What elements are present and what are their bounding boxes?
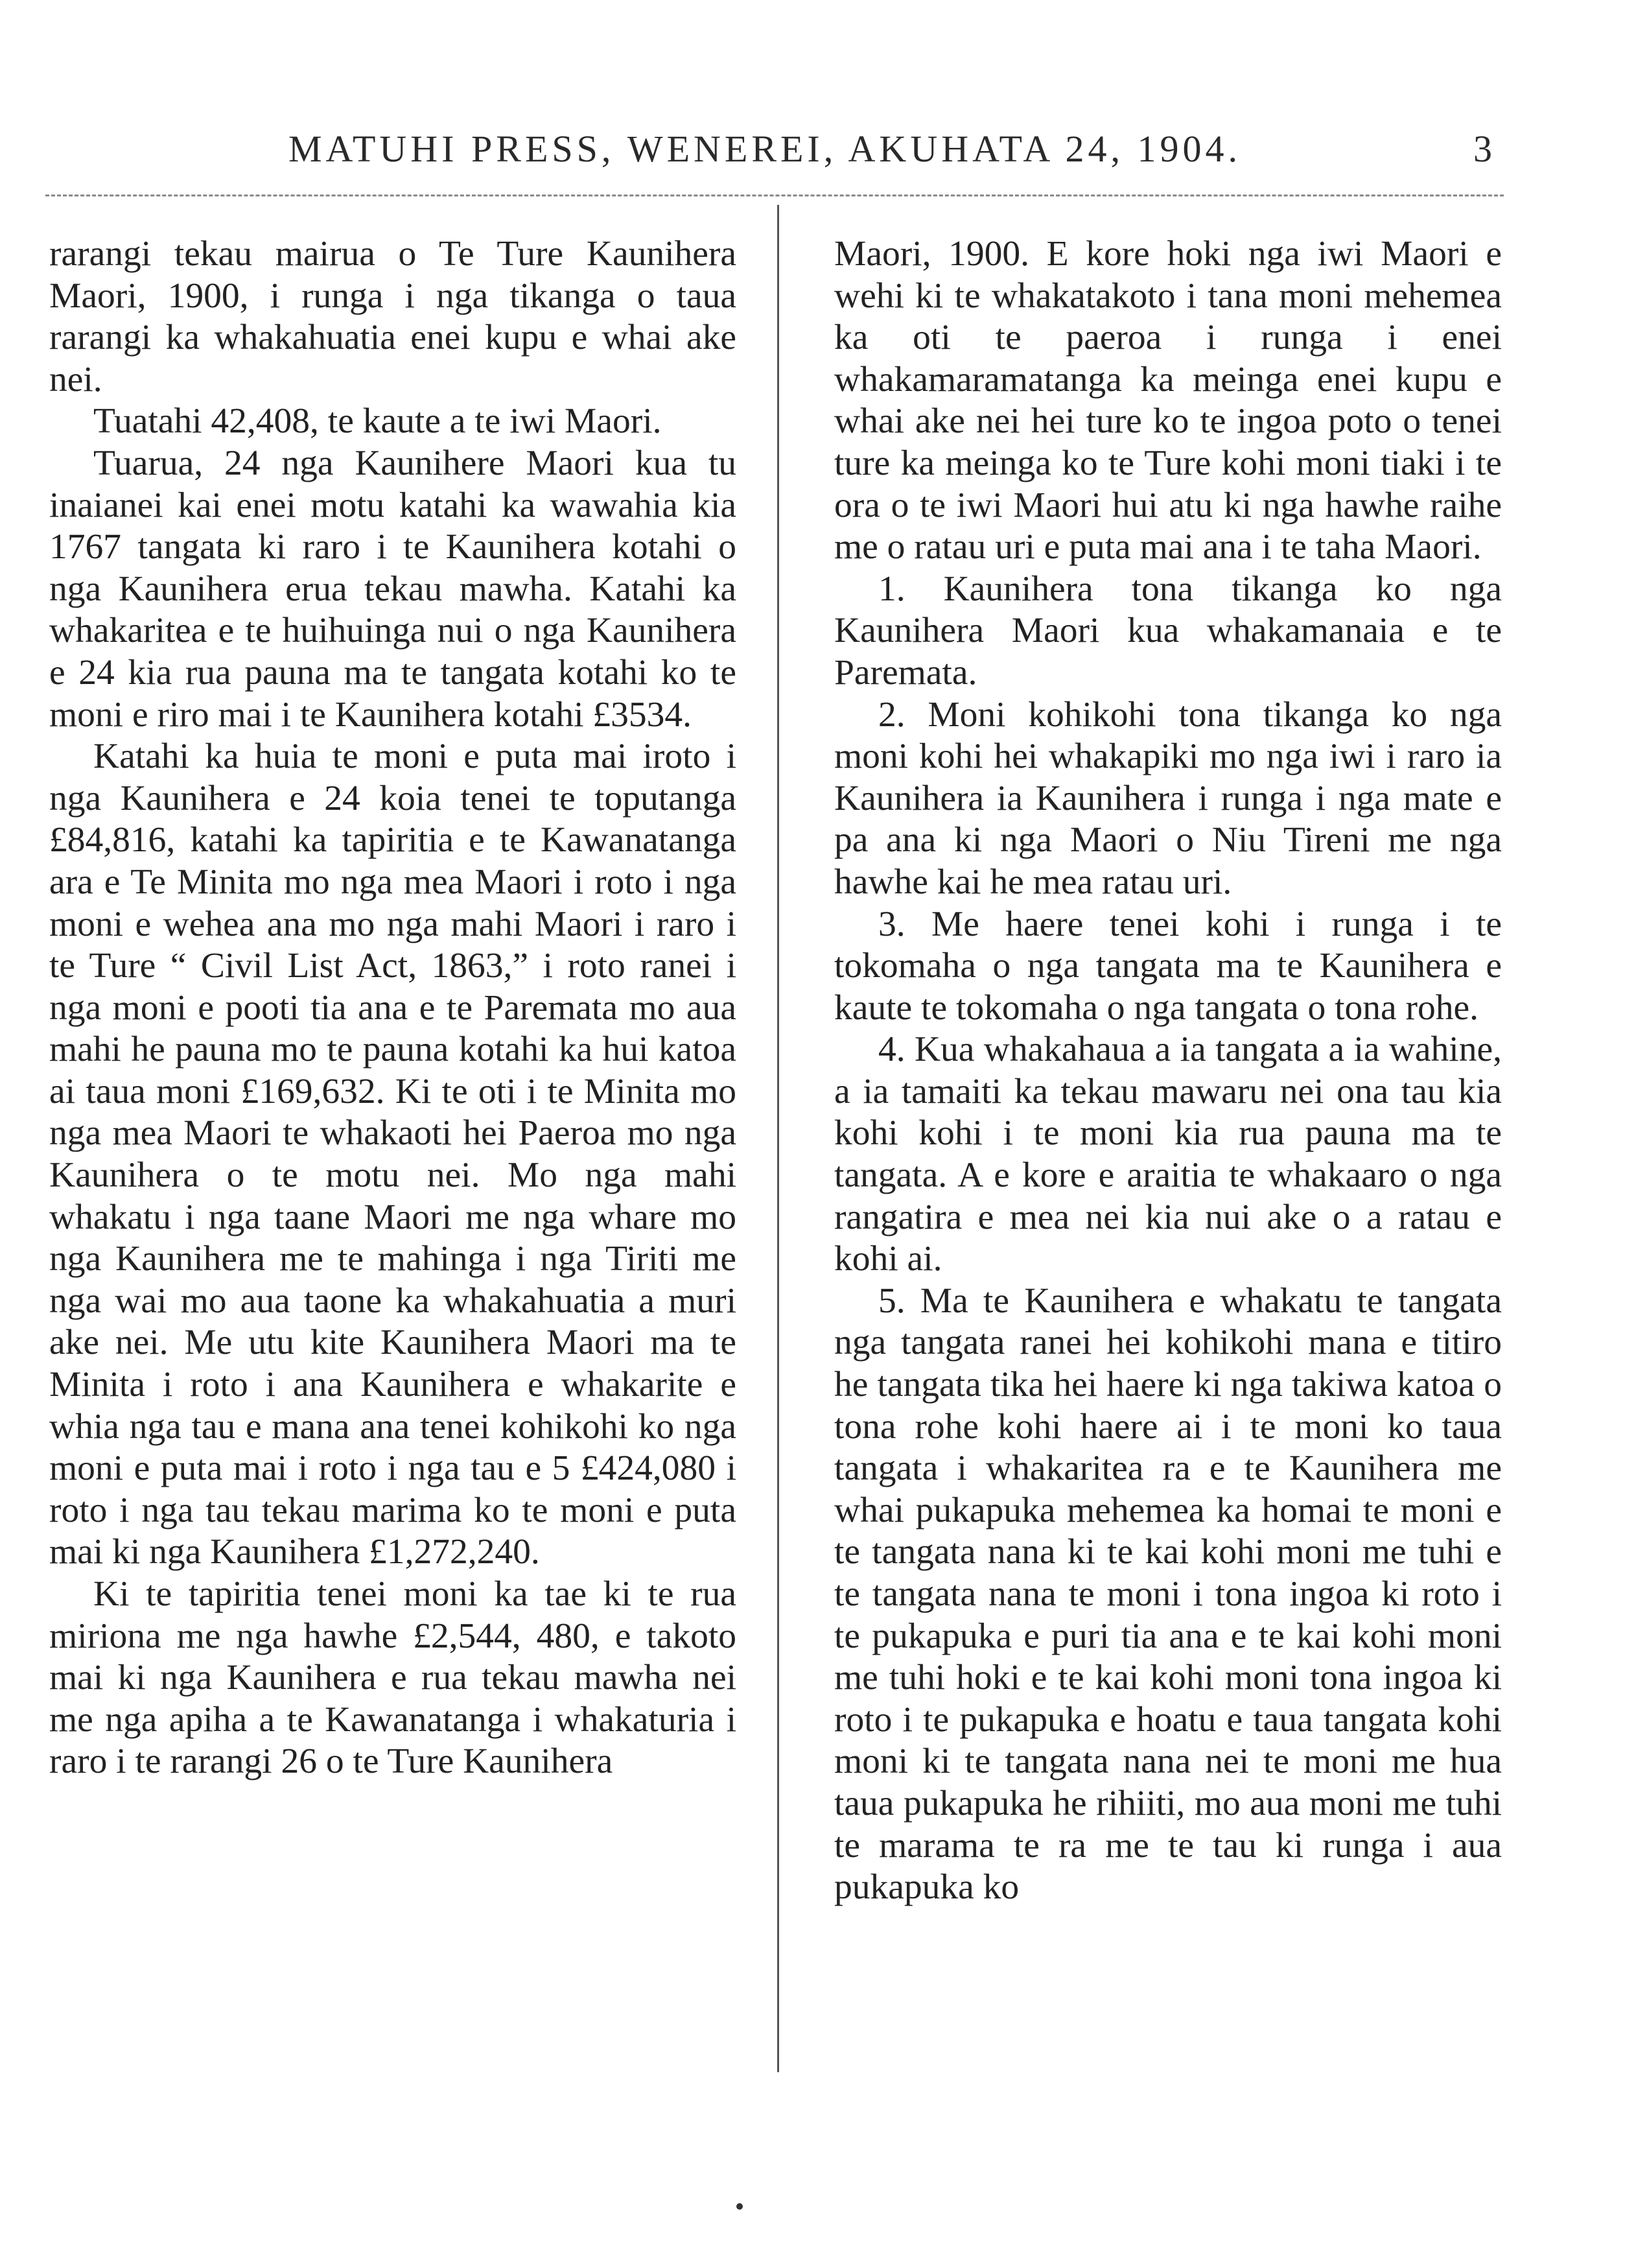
right-paragraph-3: 2. Moni kohikohi tona tikanga ko nga moni kohi hei whakapiki mo nga iwi i raro ia Kaunihera ia Kaunihera i runga i nga mate e pa ana ki nga Maori o Niu Tireni me nga hawhe kai he mea ratau uri. — [834, 694, 1502, 902]
right-paragraph-4: 3. Me haere tenei kohi i runga i te tokomaha o nga tangata ma te Kaunihera e kaute te tokomaha o nga tangata o tona rohe. — [834, 904, 1502, 1028]
left-column — [49, 233, 736, 1783]
page-number: 3 — [1473, 128, 1492, 170]
left-paragraph-3: Tuarua, 24 nga Kaunihere Maori kua tu inaianei kai enei motu katahi ka wawahia kia 1767 tangata ki raro i te Kaunihera kotahi o nga Kaunihera erua tekau mawha. Katahi ka whakaritea e te huihuinga nui o nga Kaunihera e 24 kia rua pauna ma te tangata kotahi ko te moni e riro mai i te Kaunihera kotahi £3534. — [49, 443, 736, 735]
left-paragraph-1: rarangi tekau mairua o Te Ture Kaunihera Maori, 1900, i runga i nga tikanga o taua rarangi ka whakahuatia enei kupu e whai ake nei. — [49, 234, 736, 399]
left-paragraph-4: Katahi ka huia te moni e puta mai iroto i nga Kaunihera e 24 koia tenei te toputanga £84,816, katahi ka tapiritia e te Kawanatanga ara e Te Minita mo nga mea Maori i roto i nga moni e wehea ana mo nga mahi Maori i raro i te Ture “ Civil List Act, 1863,” i roto ranei i nga moni e pooti tia ana e te Paremata mo aua mahi he pauna mo te pauna kotahi ka hui katoa ai taua moni £169,632. Ki te oti i te Minita mo nga mea Maori te whakaoti hei Paeroa mo nga Kaunihera o te motu nei. Mo nga mahi whakatu i nga taane Maori me nga whare mo nga Kaunihera me te mahinga i nga Tiriti me nga wai mo aua taone ka whakahuatia a muri ake nei. Me utu kite Kaunihera Maori ma te Minita i roto i ana Kaunihera e whakarite e whia nga tau e mana ana tenei kohikohi ko nga moni e puta mai i roto i nga tau e 5 £424,080 i roto i nga tau tekau marima ko te moni e puta mai ki nga Kaunihera £1,272,240. — [49, 737, 736, 1572]
right-paragraph-2: 1. Kaunihera tona tikanga ko nga Kaunihera Maori kua whakamanaia e te Paremata. — [834, 569, 1502, 692]
left-paragraph-5: Ki te tapiritia tenei moni ka tae ki te rua miriona me nga hawhe £2,544, 480, e takoto mai ki nga Kaunihera e rua tekau mawha nei me nga apiha a te Kawanatanga i whakaturia i raro i te rarangi 26 o te Ture Kaunihera — [49, 1574, 736, 1782]
right-column — [834, 233, 1502, 1909]
left-paragraph-2: Tuatahi 42,408, te kaute a te iwi Maori. — [93, 401, 662, 442]
ink-dot — [736, 2203, 743, 2210]
right-paragraph-6: 5. Ma te Kaunihera e whakatu te tangata nga tangata ranei hei kohikohi mana e titiro he tangata tika hei haere ki nga takiwa katoa o tona rohe kohi haere ai i te moni ko taua tangata i whakaritea ra e te Kaunihera me whai pukapuka mehemea ka homai te moni e te tangata nana ki te kai kohi moni me tuhi e te tangata nana te moni i tona ingoa ki roto i te pukapuka e puri tia ana e te kai kohi moni me tuhi hoki e te kai kohi moni tona ingoa ki roto i te pukapuka e hoatu e taua tangata kohi moni ki te tangata nana nei te moni me hua taua pukapuka he rihiiti, mo aua moni me tuhi te marama te ra me te tau ki runga i aua pukapuka ko — [834, 1281, 1502, 1908]
right-paragraph-5: 4. Kua whakahaua a ia tangata a ia wahine, a ia tamaiti ka tekau mawaru nei ona tau kia kohi kohi i te moni kia rua pauna ma te tangata. A e kore e araitia te whakaaro o nga rangatira e mea nei kia nui ake o a ratau e kohi ai. — [834, 1030, 1502, 1279]
column-divider — [777, 205, 779, 2072]
right-paragraph-1: Maori, 1900. E kore hoki nga iwi Maori e wehi ki te whakatakoto i tana moni mehemea ka oti te paeroa i runga i enei whakamaramatanga ka meinga enei kupu e whai ake nei hei ture ko te ingoa poto o tenei ture ka meinga ko te Ture kohi moni tiaki i te ora o te iwi Maori hui atu ki nga hawhe raihe me o ratau uri e puta mai ana i te taha Maori. — [834, 234, 1502, 567]
header-rule — [45, 195, 1504, 196]
page-header-title: MATUHI PRESS, WENEREI, AKUHATA 24, 1904. — [288, 128, 1242, 170]
